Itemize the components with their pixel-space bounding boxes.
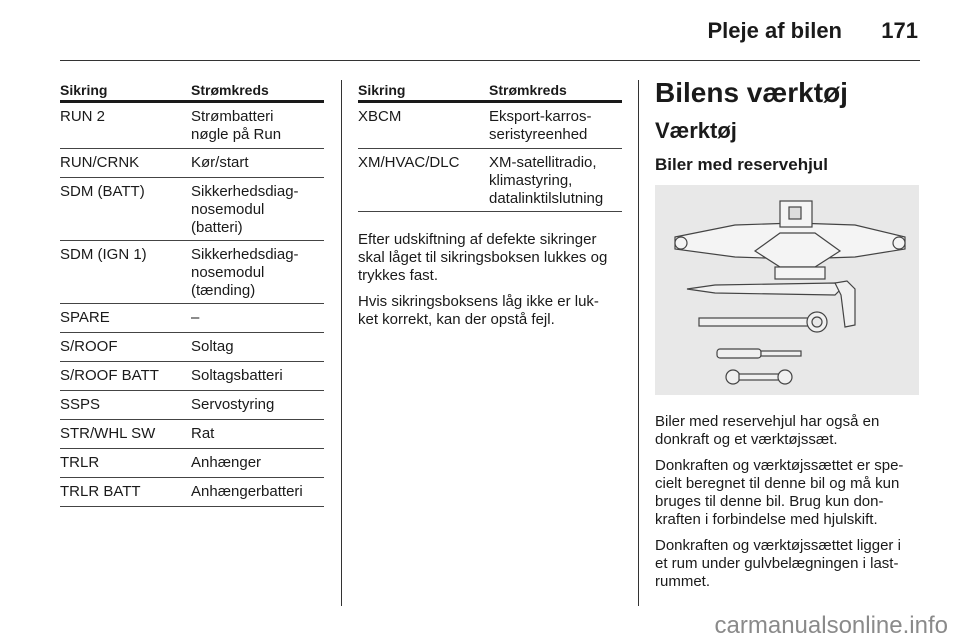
- table-row: [60, 149, 324, 178]
- fuse-name: XBCM: [358, 108, 402, 125]
- header-stroemkreds: Strømkreds: [191, 82, 269, 98]
- circuit-name: Sikkerhedsdiag- nosemodul (batteri): [191, 183, 299, 236]
- column-divider-2: [638, 80, 639, 606]
- fuse-name: TRLR BATT: [60, 483, 141, 500]
- circuit-name: –: [191, 309, 200, 326]
- paragraph-jack-included: Biler med reservehjul har også en donkraft og et værktøjssæt.: [655, 413, 880, 448]
- fuse-name: STR/WHL SW: [60, 425, 156, 442]
- table-row: [60, 449, 324, 478]
- watermark: carmanualsonline.info: [714, 612, 948, 639]
- section-title: Bilens værktøj: [655, 77, 848, 108]
- section-subtitle: Værktøj: [655, 118, 737, 143]
- paragraph-fault-warning: Hvis sikringsboksens låg ikke er luk- ket korrekt, kan der opstå fejl.: [358, 293, 599, 328]
- header-rule: [60, 60, 920, 61]
- fuse-name: SDM (BATT): [60, 183, 145, 200]
- right-text: [655, 413, 925, 599]
- circuit-name: XM-satellitradio, klimastyring, datalinktilslutning: [489, 154, 604, 207]
- table-row: [60, 304, 324, 333]
- paragraph-jack-usage: Donkraften og værktøjssættet er spe- cielt beregnet til denne bil og må kun bruges til denne bil. Brug kun don- kraften i forbindelse med hjulskift.: [655, 457, 904, 528]
- table-row: [60, 420, 324, 449]
- table-row: [358, 149, 622, 212]
- header-title: Pleje af bilen: [707, 18, 842, 43]
- circuit-name: Soltagsbatteri: [191, 367, 283, 384]
- column-divider-1: [341, 80, 342, 606]
- fuse-table-middle: [358, 80, 622, 212]
- circuit-name: Sikkerhedsdiag- nosemodul (tænding): [191, 246, 299, 299]
- table-row: [358, 103, 622, 149]
- paragraph-jack-location: Donkraften og værktøjssættet ligger i et rum under gulvbelægningen i last- rummet.: [655, 537, 901, 590]
- fuse-name: SPARE: [60, 309, 110, 326]
- header-sikring: Sikring: [358, 82, 406, 98]
- circuit-name: Eksport-karros- seristyreenhed: [489, 108, 592, 143]
- header-stroemkreds: Strømkreds: [489, 82, 567, 98]
- fuse-name: RUN 2: [60, 108, 106, 125]
- circuit-name: Servostyring: [191, 396, 275, 413]
- table-header: [60, 80, 324, 103]
- table-header: [358, 80, 622, 103]
- section-heading: Biler med reservehjul: [655, 155, 828, 174]
- table-row: [60, 241, 324, 304]
- table-row: [60, 333, 324, 362]
- circuit-name: Kør/start: [191, 154, 249, 171]
- table-row: [60, 478, 324, 507]
- fuse-name: RUN/CRNK: [60, 154, 140, 171]
- fuse-name: SDM (IGN 1): [60, 246, 147, 263]
- jack-and-tools-icon: [655, 185, 919, 395]
- fuse-name: SSPS: [60, 396, 101, 413]
- circuit-name: Anhænger: [191, 454, 262, 471]
- table-row: [60, 362, 324, 391]
- fuse-name: XM/HVAC/DLC: [358, 154, 460, 171]
- page-header: [0, 0, 960, 62]
- middle-text: [358, 231, 628, 337]
- paragraph-close-lid: Efter udskiftning af defekte sikringer skal låget til sikringsboksen lukkes og trykkes fast.: [358, 231, 608, 284]
- header-sikring: Sikring: [60, 82, 108, 98]
- table-row: [60, 103, 324, 149]
- page-number: 171: [881, 18, 918, 43]
- circuit-name: Strømbatteri nøgle på Run: [191, 108, 282, 143]
- table-row: [60, 391, 324, 420]
- fuse-table-left: [60, 80, 324, 507]
- table-row: [60, 178, 324, 241]
- circuit-name: Rat: [191, 425, 215, 442]
- fuse-name: TRLR: [60, 454, 100, 471]
- fuse-name: S/ROOF BATT: [60, 367, 159, 384]
- circuit-name: Soltag: [191, 338, 234, 355]
- fuse-name: S/ROOF: [60, 338, 118, 355]
- tools-illustration: [655, 185, 919, 395]
- circuit-name: Anhængerbatteri: [191, 483, 303, 500]
